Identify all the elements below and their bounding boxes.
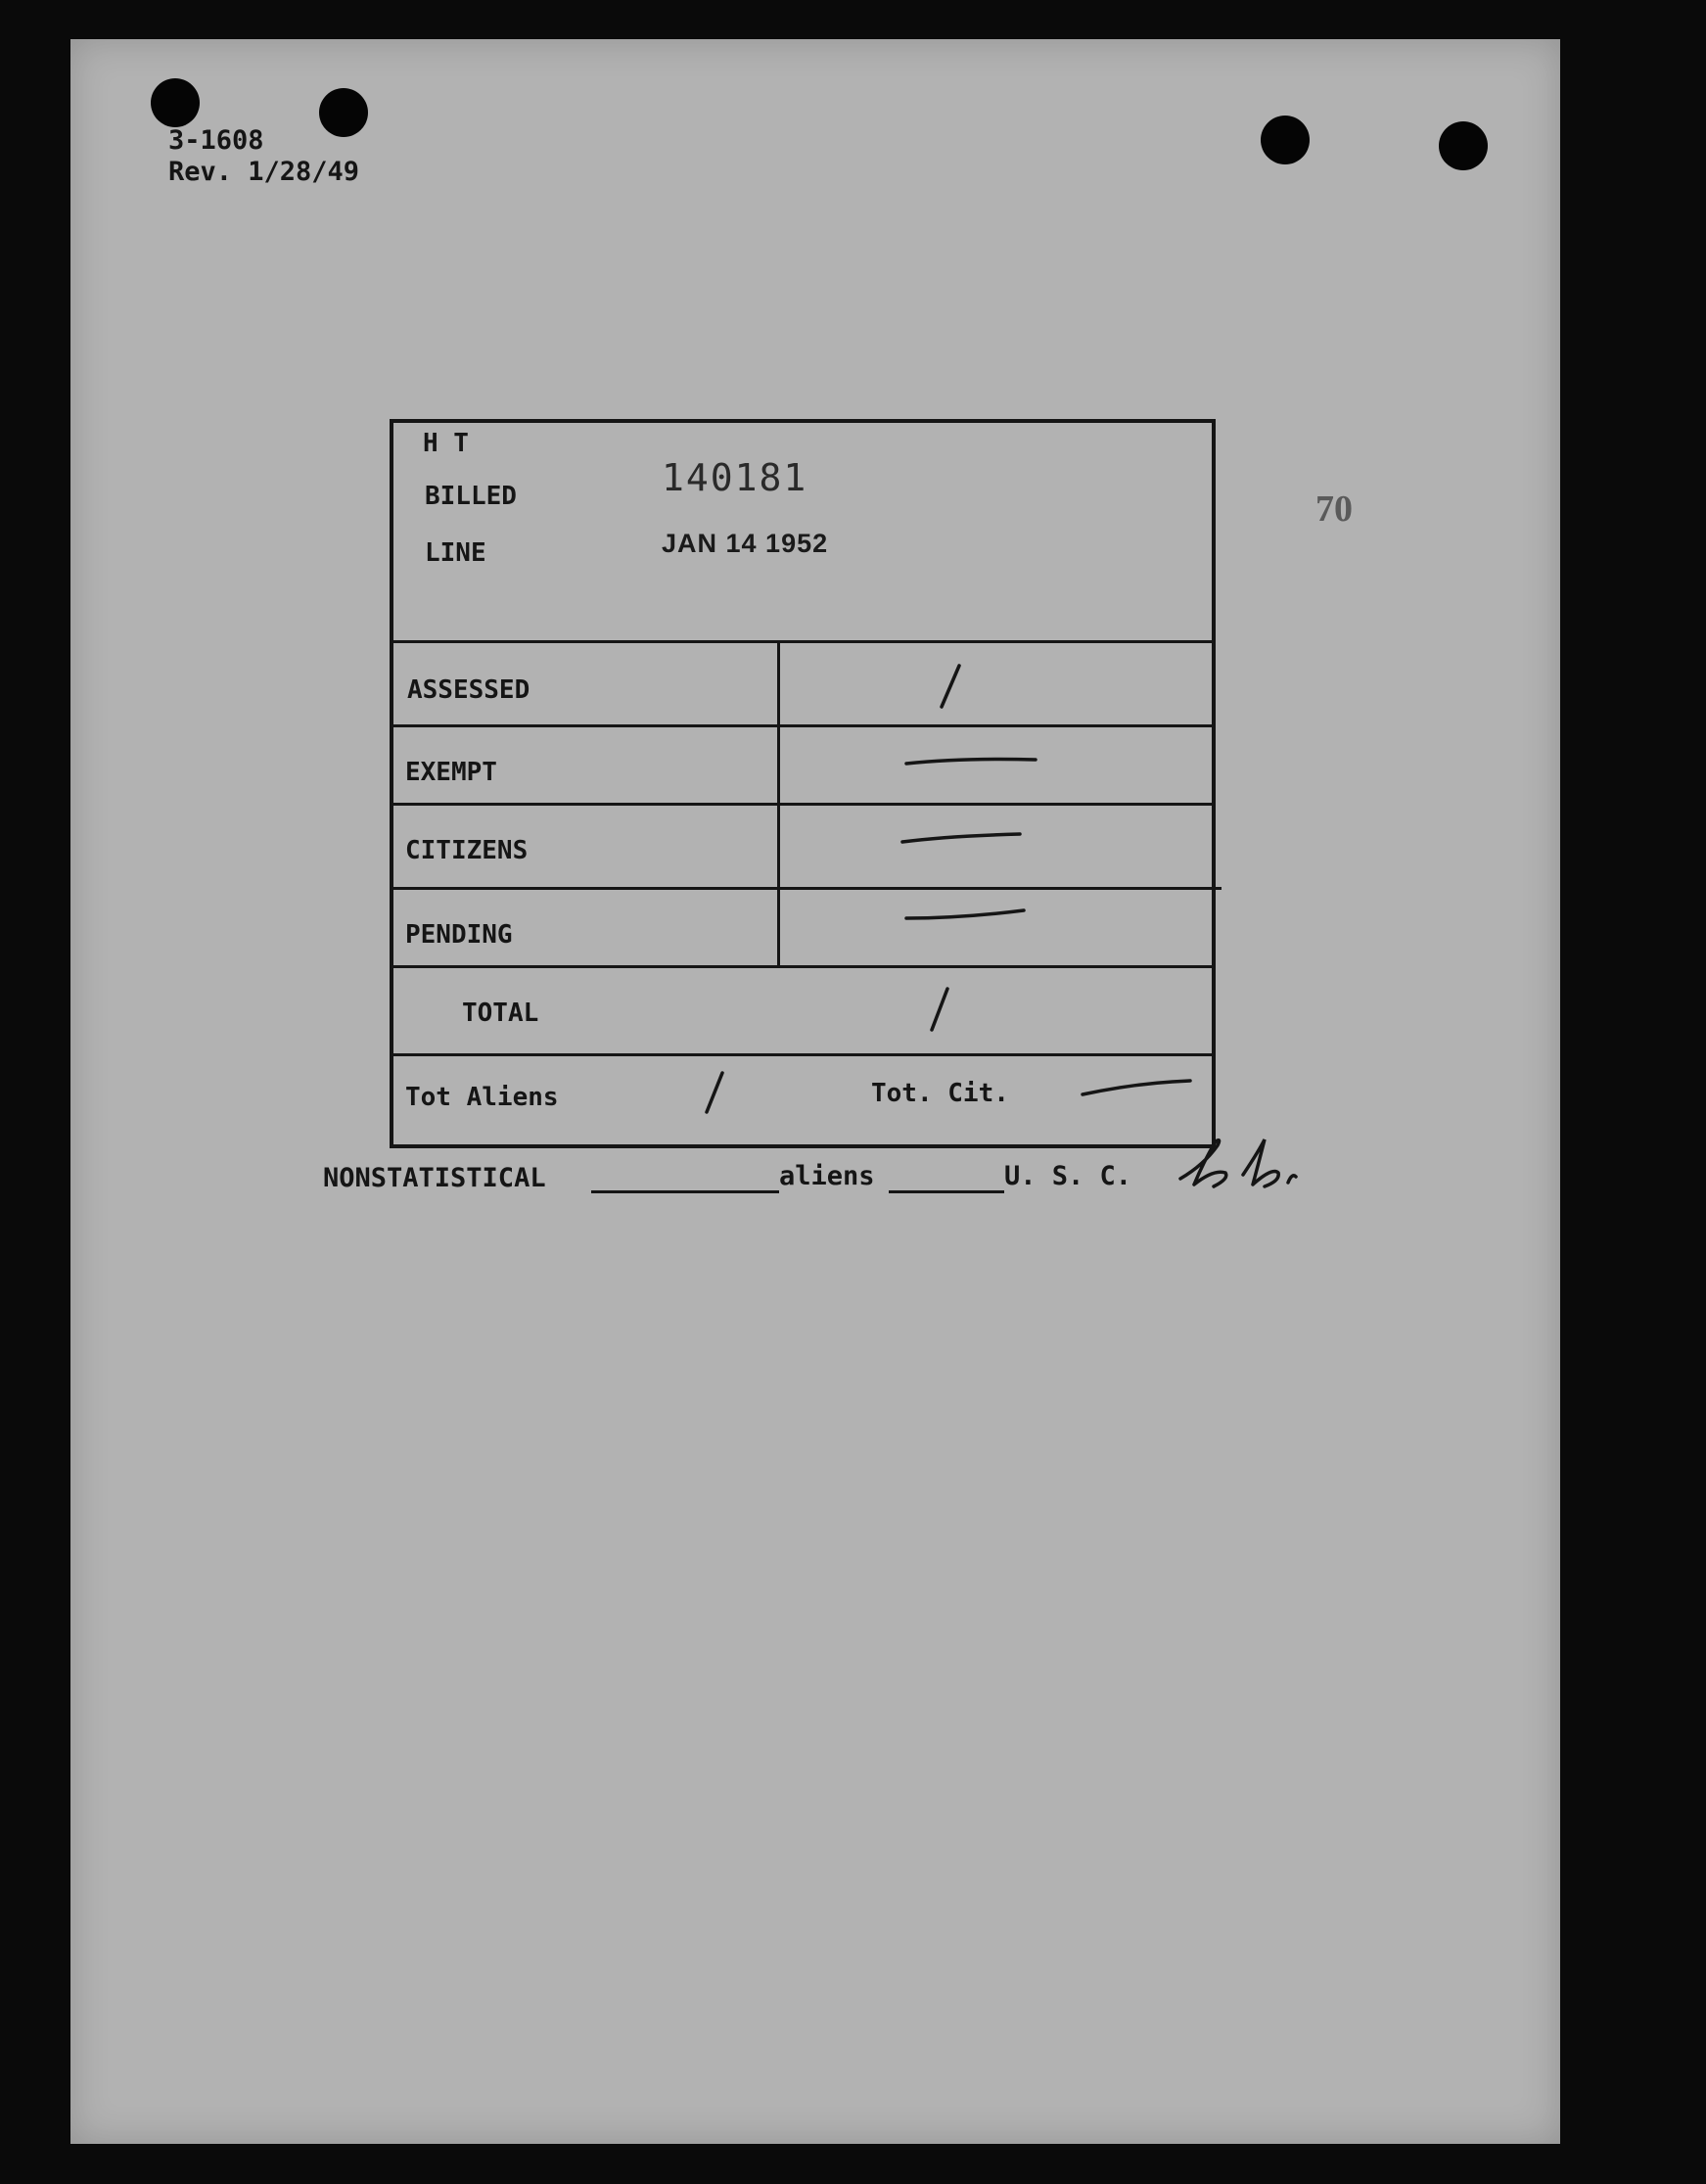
rule-header-bottom bbox=[390, 640, 1216, 643]
tot-cit-dash-mark bbox=[1079, 1075, 1196, 1108]
row-label-exempt: EXEMPT bbox=[405, 758, 497, 787]
rule-row-4 bbox=[390, 965, 1216, 968]
page-number: 70 bbox=[1315, 488, 1353, 530]
handwritten-initials bbox=[1175, 1126, 1312, 1208]
tot-aliens-label: Tot Aliens bbox=[405, 1083, 559, 1112]
row-label-pending: PENDING bbox=[405, 920, 513, 950]
citizens-dash-mark bbox=[899, 828, 1026, 852]
form-revision: Rev. 1/28/49 bbox=[168, 157, 360, 187]
exempt-dash-mark bbox=[902, 752, 1039, 775]
header-ht-label: H T bbox=[423, 429, 469, 458]
header-line-label: LINE bbox=[425, 538, 486, 568]
aliens-label: aliens bbox=[779, 1161, 875, 1191]
tot-aliens-tally-mark bbox=[697, 1069, 736, 1122]
rule-total-bottom bbox=[390, 1053, 1216, 1056]
punch-hole-left-1 bbox=[151, 78, 200, 127]
nonstatistical-label: NONSTATISTICAL bbox=[323, 1163, 546, 1193]
total-label: TOTAL bbox=[462, 999, 539, 1028]
line-date-stamp: JAN 14 1952 bbox=[662, 529, 829, 558]
usc-label: U. S. C. bbox=[1004, 1161, 1132, 1191]
total-tally-mark bbox=[922, 985, 961, 1038]
nonstatistical-blank bbox=[591, 1190, 779, 1193]
pending-dash-mark bbox=[902, 906, 1030, 930]
column-divider bbox=[777, 640, 780, 967]
row-label-assessed: ASSESSED bbox=[407, 675, 530, 705]
tally-form-box bbox=[390, 419, 1216, 1148]
row-label-citizens: CITIZENS bbox=[405, 836, 529, 865]
punch-hole-left-2 bbox=[319, 88, 368, 137]
punch-hole-right-2 bbox=[1439, 121, 1488, 170]
rule-row-1 bbox=[390, 724, 1216, 727]
tot-cit-label: Tot. Cit. bbox=[871, 1079, 1009, 1108]
billed-number-stamp: 140181 bbox=[662, 456, 808, 499]
punch-hole-right-1 bbox=[1261, 116, 1310, 164]
header-billed-label: BILLED bbox=[425, 482, 517, 511]
form-number: 3-1608 bbox=[168, 125, 264, 156]
aliens-blank bbox=[889, 1190, 1004, 1193]
rule-row-2 bbox=[390, 803, 1216, 806]
rule-row-3 bbox=[390, 887, 1222, 890]
assessed-tally-mark bbox=[932, 662, 971, 715]
